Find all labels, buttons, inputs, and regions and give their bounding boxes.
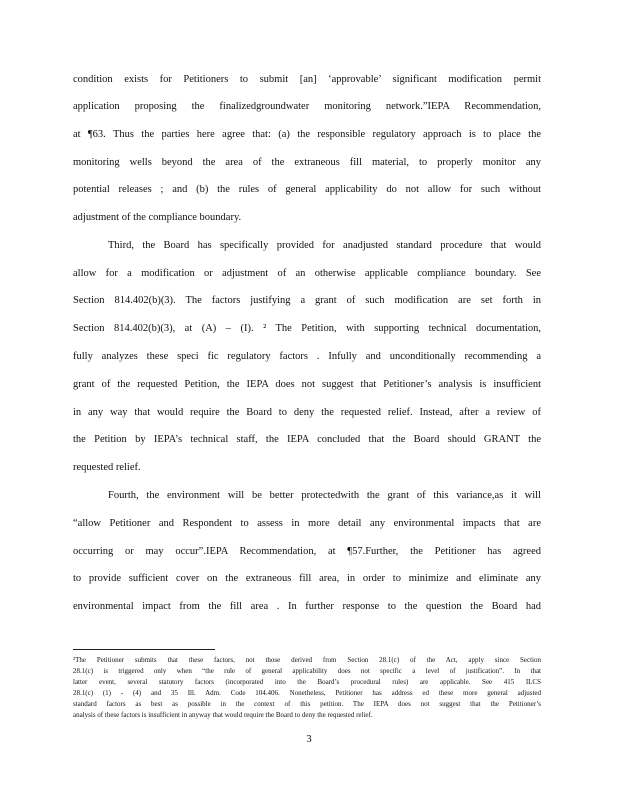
body-line-17: “allow Petitioner and Respondent to assess in more detail any environmental impacts that are (73, 518, 541, 529)
body-line-16: Fourth, the environment will be better protectedwith the grant of this variance,as it will (108, 490, 541, 501)
body-line-20: environmental impact from the fill area . In further response to the question the Board had (73, 601, 541, 612)
body-line-19: to provide sufficient cover on the extraneous fill area, in order to minimize and eliminate any (73, 573, 541, 584)
footnote-line-6: analysis of these factors is insufficient in anyway that would require the Board to deny the requested relief. (73, 711, 373, 719)
body-line-13: in any way that would require the Board to deny the requested relief. Instead, after a review of (73, 407, 541, 418)
body-line-4: monitoring wells beyond the area of the extraneous fill material, to properly monitor any (73, 157, 541, 168)
body-line-9: Section 814.402(b)(3). The factors justifying a grant of such modification are set forth in (73, 295, 541, 306)
body-line-7: Third, the Board has specifically provided for anadjusted standard procedure that would (108, 240, 541, 251)
footnote-separator (73, 649, 215, 650)
body-line-18: occurring or may occur”.IEPA Recommendation, at ¶57.Further, the Petitioner has agreed (73, 546, 541, 557)
body-line-5: potential releases ; and (b) the rules of general applicability do not allow for such without (73, 184, 541, 195)
page-number: 3 (306, 734, 312, 745)
footnote-line-2: 28.1(c) is triggered only when “the rule of general applicability does not specific a level of justification”. In that (73, 667, 541, 675)
body-line-14: the Petition by IEPA’s technical staff, the IEPA concluded that the Board should GRANT the (73, 434, 541, 445)
body-line-12: grant of the requested Petition, the IEPA does not suggest that Petitioner’s analysis is insufficient (73, 379, 541, 390)
body-line-8: allow for a modification or adjustment of an otherwise applicable compliance boundary. See (73, 268, 541, 279)
body-line-6: adjustment of the compliance boundary. (73, 212, 242, 223)
body-line-15: requested relief. (73, 462, 141, 473)
footnote-line-1: ²The Petitioner submits that these factors, not those derived from Section 28.1(c) of the Act, apply since Section (73, 656, 541, 664)
footnote-line-4: 28.1(c) (1) - (4) and 35 Ill. Adm. Code 104.406. Nonetheless, Petitioner has address ed these more general adjusted (73, 689, 541, 697)
body-line-10: Section 814.402(b)(3), at (A) – (I). ² The Petition, with supporting technical documentation, (73, 323, 541, 334)
body-line-3: at ¶63. Thus the parties here agree that: (a) the responsible regulatory approach is to place the (73, 129, 541, 140)
body-line-1: condition exists for Petitioners to submit [an] ‘approvable’ significant modification permit (73, 74, 541, 85)
footnote-line-3: latter event, several statutory factors (incorporated into the Board’s procedural rules) are applicable. See 415 ILCS (73, 678, 541, 686)
body-line-11: fully analyzes these speci fic regulatory factors . Infully and unconditionally recommending a (73, 351, 541, 362)
footnote-line-5: standard factors as best as possible in the context of this petition. The IEPA does not suggest that the Petitioner’s (73, 700, 541, 708)
body-line-2: application proposing the finalizedgroundwater monitoring network.”IEPA Recommendation, (73, 101, 541, 112)
